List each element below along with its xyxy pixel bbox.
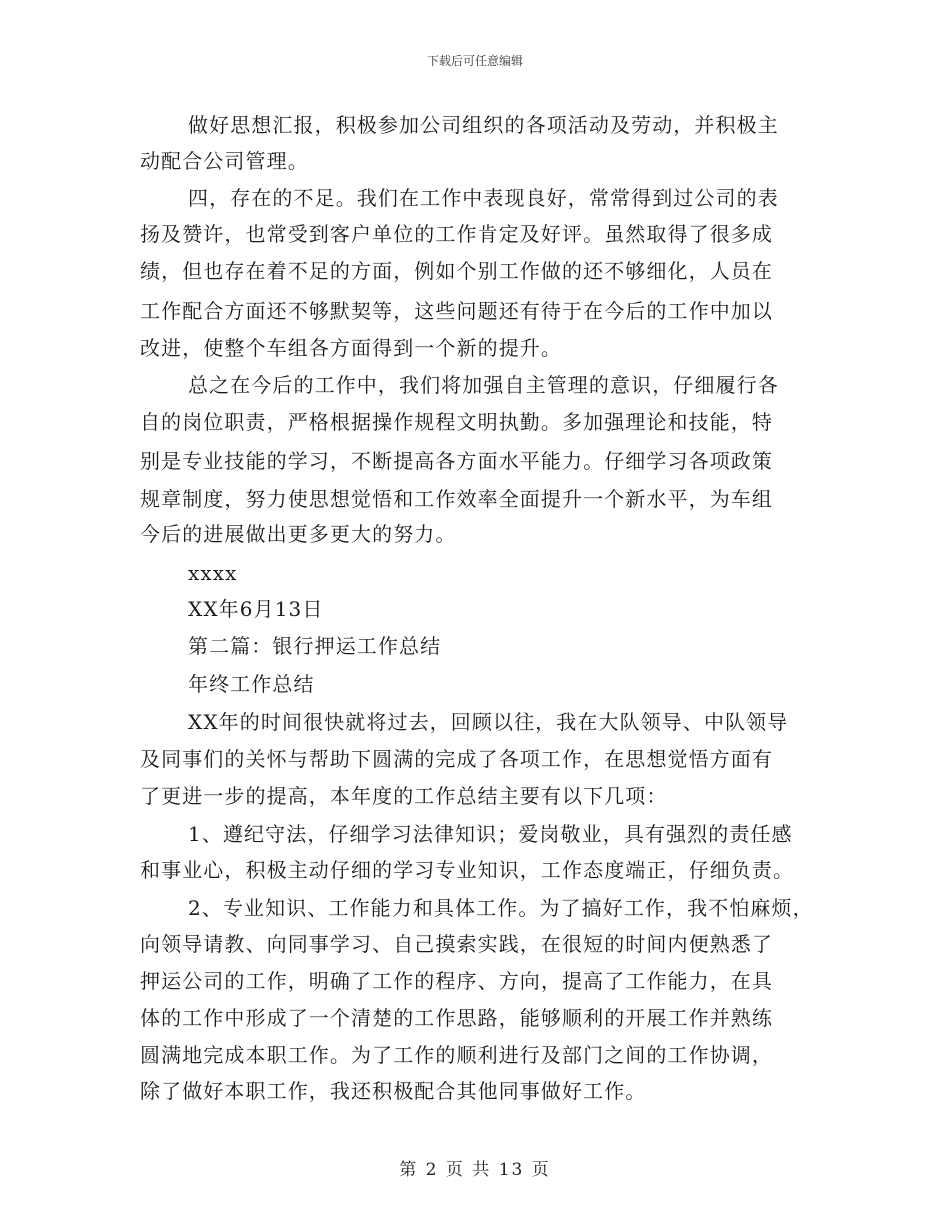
text-line: 和事业心，积极主动仔细的学习专业知识，工作态度端正，仔细负责。: [140, 858, 795, 882]
text-line: 及同事们的关怀与帮助下圆满的完成了各项工作，在思想觉悟方面有: [140, 747, 773, 771]
text-line: 押运公司的工作，明确了工作的程序、方向，提高了工作能力，在具: [140, 969, 773, 993]
text-line: XX年的时间很快就将过去，回顾以往，我在大队领导、中队领导: [188, 710, 789, 734]
text-line: 1、遵纪守法，仔细学习法律知识；爱岗敬业，具有强烈的责任感: [188, 822, 793, 846]
page-header: 下载后可任意编辑: [426, 54, 523, 68]
text-line: 总之在今后的工作中，我们将加强自主管理的意识，仔细履行各: [188, 373, 779, 397]
text-line: 扬及赞许，也常受到客户单位的工作肯定及好评。虽然取得了很多成: [140, 222, 773, 246]
text-line: XX年6月13日: [188, 597, 324, 621]
text-line: 向领导请教、向同事学习、自己摸索实践，在很短的时间内便熟悉了: [140, 932, 773, 956]
section-title: 第二篇：银行押运工作总结: [188, 634, 442, 658]
text-line: 别是专业技能的学习，不断提高各方面水平能力。仔细学习各项政策: [140, 449, 773, 473]
text-line: 今后的进展做出更多更大的努力。: [140, 522, 457, 546]
text-line: xxxx: [188, 561, 238, 585]
text-line: 做好思想汇报，积极参加公司组织的各项活动及劳动，并积极主: [188, 113, 779, 137]
text-line: 规章制度，努力使思想觉悟和工作效率全面提升一个新水平，为车组: [140, 487, 773, 511]
text-line: 工作配合方面还不够默契等，这些问题还有待于在今后的工作中加以: [140, 299, 773, 323]
text-line: 除了做好本职工作，我还积极配合其他同事做好工作。: [140, 1079, 647, 1103]
page-footer: 第 2 页 共 13 页: [399, 1160, 551, 1180]
text-line: 了更进一步的提高，本年度的工作总结主要有以下几项：: [140, 784, 668, 808]
text-line: 改进，使整个车组各方面得到一个新的提升。: [140, 336, 562, 360]
subsection-title: 年终工作总结: [188, 672, 315, 696]
text-line: 自的岗位职责，严格根据操作规程文明执勤。多加强理论和技能，特: [140, 410, 773, 434]
text-line: 圆满地完成本职工作。为了工作的顺利进行及部门之间的工作协调，: [140, 1043, 773, 1067]
text-line: 2、专业知识、工作能力和具体工作。为了搞好工作，我不怕麻烦，: [188, 896, 814, 920]
text-line: 四，存在的不足。我们在工作中表现良好，常常得到过公司的表: [188, 186, 779, 210]
text-line: 动配合公司管理。: [140, 149, 309, 173]
text-line: 绩，但也存在着不足的方面，例如个别工作做的还不够细化，人员在: [140, 259, 773, 283]
text-line: 体的工作中形成了一个清楚的工作思路，能够顺利的开展工作并熟练: [140, 1006, 773, 1030]
